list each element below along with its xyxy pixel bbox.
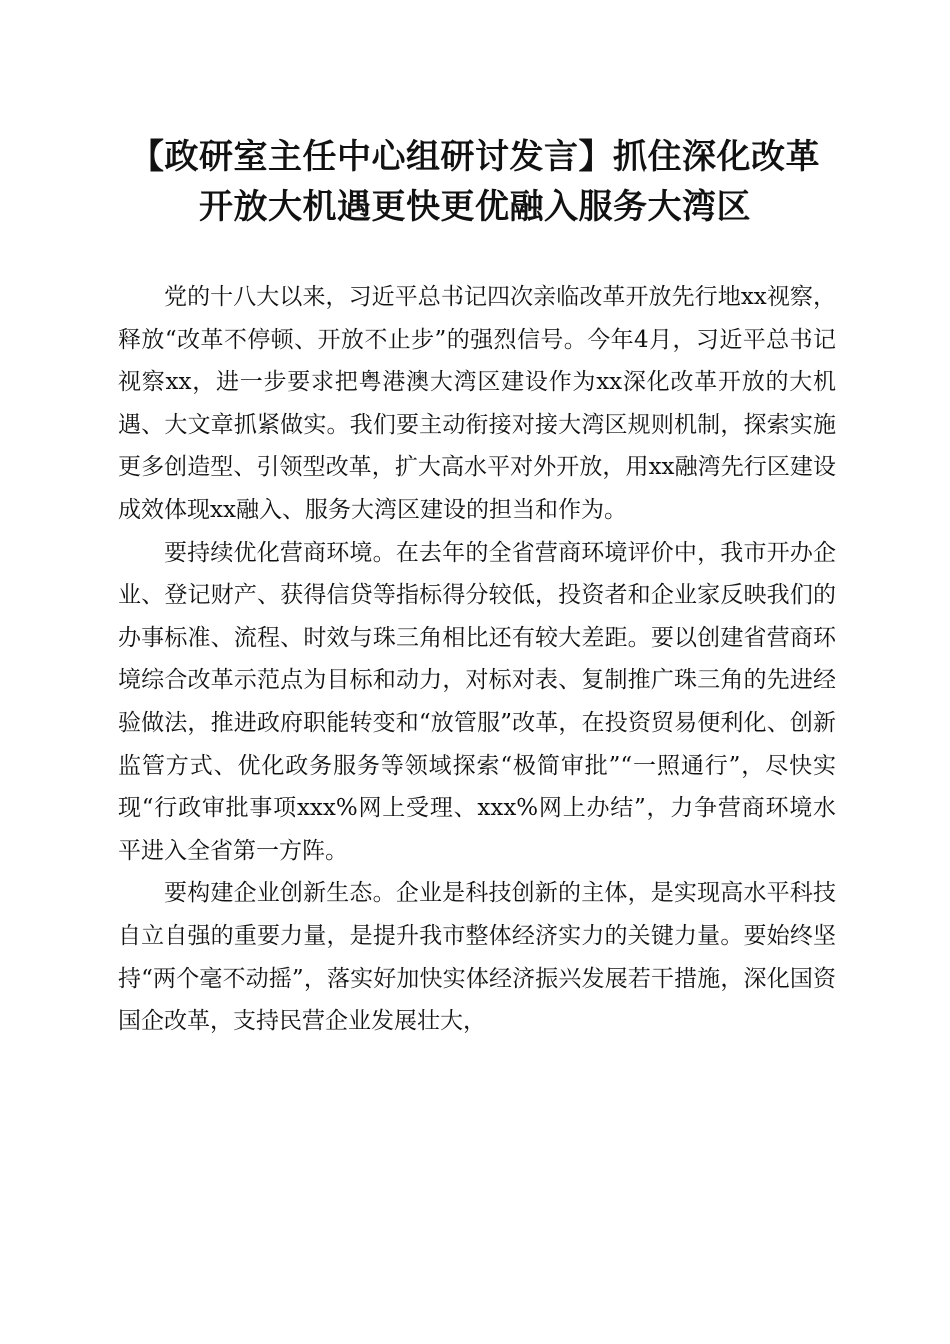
paragraph-innovation-ecosystem: 要构建企业创新生态。企业是科技创新的主体，是实现高水平科技自立自强的重要力量，是提升我市整体经济实力的关键力量。要始终坚持“两个毫不动摇”，落实好加快实体经济振兴发展若干措施，深化国资国企改革，支持民营企业发展壮大， [118, 880, 836, 1035]
document-title [110, 132, 840, 232]
document-body [118, 276, 836, 1043]
paragraph-business-environment: 要持续优化营商环境。在去年的全省营商环境评价中，我市开办企业、登记财产、获得信贷等指标得分较低，投资者和企业家反映我们的办事标准、流程、时效与珠三角相比还有较大差距。要以创建省营商环境综合改革示范点为目标和动力，对标对表、复制推广珠三角的先进经验做法，推进政府职能转变和“放管服”改革，在投资贸易便利化、创新监管方式、优化政务服务等领域探索“极简审批”“一照通行”，尽快实现“行政审批事项xxx%网上受理、xxx%网上办结”，力争营商环境水平进入全省第一方阵。 [118, 539, 836, 864]
paragraph-intro: 党的十八大以来，习近平总书记四次亲临改革开放先行地xx视察，释放“改革不停顿、开放不止步”的强烈信号。今年4月，习近平总书记视察xx，进一步要求把粤港澳大湾区建设作为xx深化改革开放的大机遇、大文章抓紧做实。我们要主动衔接对接大湾区规则机制，探索实施更多创造型、引领型改革，扩大高水平对外开放，用xx融湾先行区建设成效体现xx融入、服务大湾区建设的担当和作为。 [118, 284, 836, 523]
title-line-1: 【政研室主任中心组研讨发言】抓住深化改革 [130, 137, 820, 177]
title-line-2: 开放大机遇更快更优融入服务大湾区 [199, 187, 751, 227]
